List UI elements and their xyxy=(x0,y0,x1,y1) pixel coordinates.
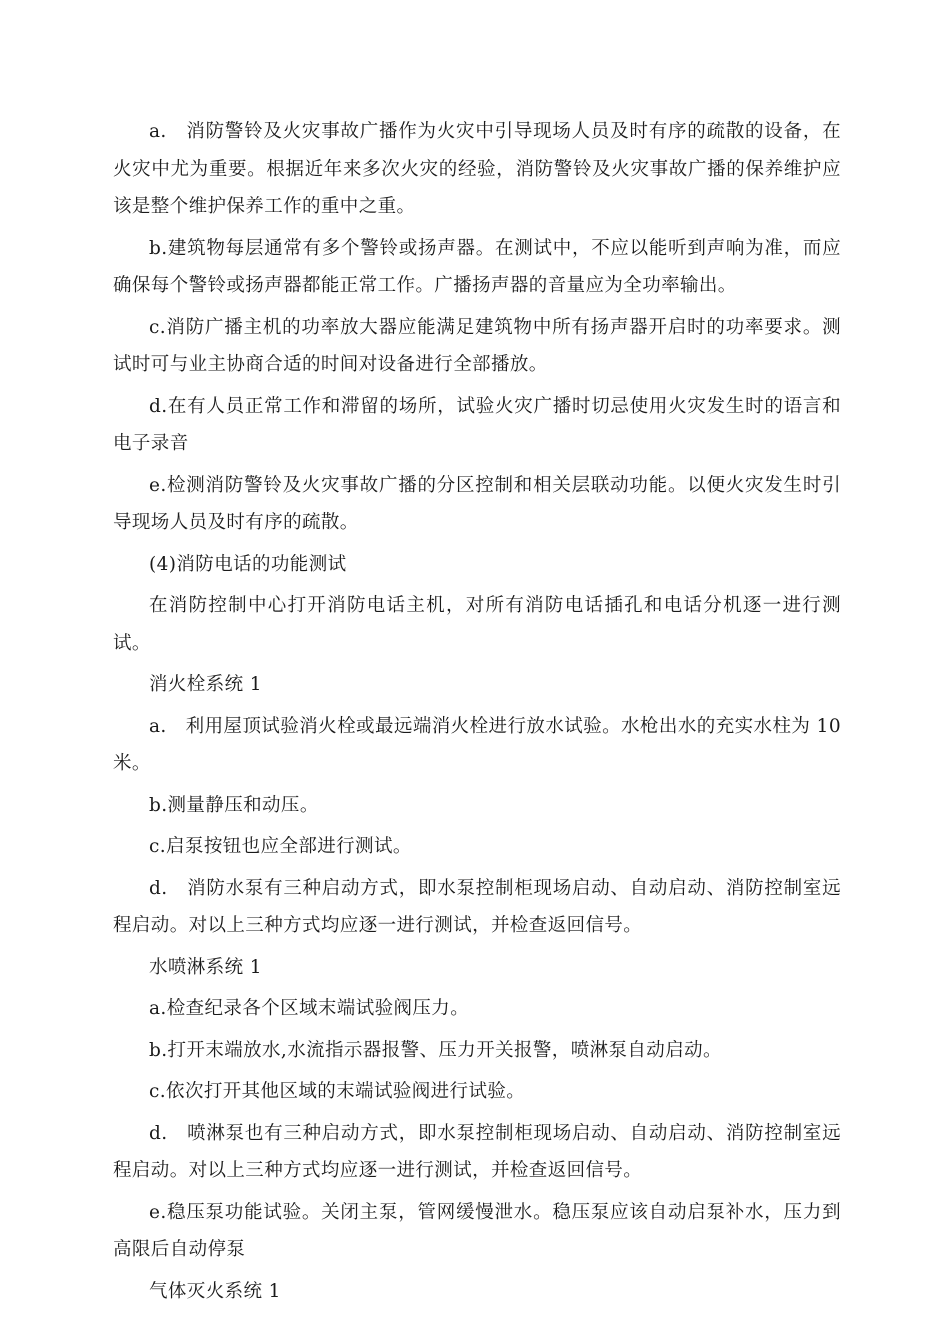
paragraph-sprinkler-other-zones: c.依次打开其他区域的末端试验阀进行试验。 xyxy=(149,1081,526,1102)
paragraph-broadcast-caution: d.在有人员正常工作和滞留的场所，试验火灾广播时切忌使用火灾发生时的语言和电子录音 xyxy=(113,395,841,454)
paragraph-sprinkler-record-pressure: a.检查纪录各个区域末端试验阀压力。 xyxy=(149,998,470,1019)
paragraph-alarm-importance: a. 消防警铃及火灾事故广播作为火灾中引导现场人员及时有序的疏散的设备，在火灾中尤为重要。根据近年来多次火灾的经验，消防警铃及火灾事故广播的保养维护应该是整个维护保养工作的重中之重。 xyxy=(113,121,841,217)
paragraph-fire-phone-test: 在消防控制中心打开消防电话主机，对所有消防电话插孔和电话分机逐一进行测试。 xyxy=(113,595,841,654)
heading-sprinkler-system: 水喷淋系统 1 xyxy=(149,956,262,978)
paragraph-broadcast-amplifier: c.消防广播主机的功率放大器应能满足建筑物中所有扬声器开启时的功率要求。测试时可与业主协商合适的时间对设备进行全部播放。 xyxy=(113,316,841,375)
paragraph-hydrant-pump-button: c.启泵按钮也应全部进行测试。 xyxy=(149,836,412,857)
paragraph-sprinkler-pump-start-modes: d. 喷淋泵也有三种启动方式，即水泵控制柜现场启动、自动启动、消防控制室远程启动。对以上三种方式均应逐一进行测试，并检查返回信号。 xyxy=(113,1122,841,1181)
paragraph-hydrant-water-test: a. 利用屋顶试验消火栓或最远端消火栓进行放水试验。水枪出水的充实水柱为 10 米。 xyxy=(113,715,841,774)
paragraph-alarm-each-floor: b.建筑物每层通常有多个警铃或扬声器。在测试中，不应以能听到声响为准，而应确保每个警铃或扬声器都能正常工作。广播扬声器的音量应为全功率输出。 xyxy=(113,237,841,296)
paragraph-sprinkler-drain-test: b.打开末端放水,水流指示器报警、压力开关报警，喷淋泵自动启动。 xyxy=(149,1039,722,1061)
heading-gas-extinguishing-system: 气体灭火系统 1 xyxy=(149,1280,281,1302)
paragraph-zone-control: e.检测消防警铃及火灾事故广播的分区控制和相关层联动功能。以便火灾发生时引导现场人员及时有序的疏散。 xyxy=(113,474,841,533)
paragraph-hydrant-pump-start-modes: d. 消防水泵有三种启动方式，即水泵控制柜现场启动、自动启动、消防控制室远程启动。对以上三种方式均应逐一进行测试，并检查返回信号。 xyxy=(113,877,841,936)
heading-fire-phone-test: (4)消防电话的功能测试 xyxy=(149,553,347,575)
document-body xyxy=(113,113,841,1314)
paragraph-hydrant-pressure: b.测量静压和动压。 xyxy=(149,794,319,816)
paragraph-jockey-pump-test: e.稳压泵功能试验。关闭主泵，管网缓慢泄水。稳压泵应该自动启泵补水，压力到高限后自动停泵 xyxy=(113,1201,841,1260)
heading-hydrant-system: 消火栓系统 1 xyxy=(149,674,262,695)
